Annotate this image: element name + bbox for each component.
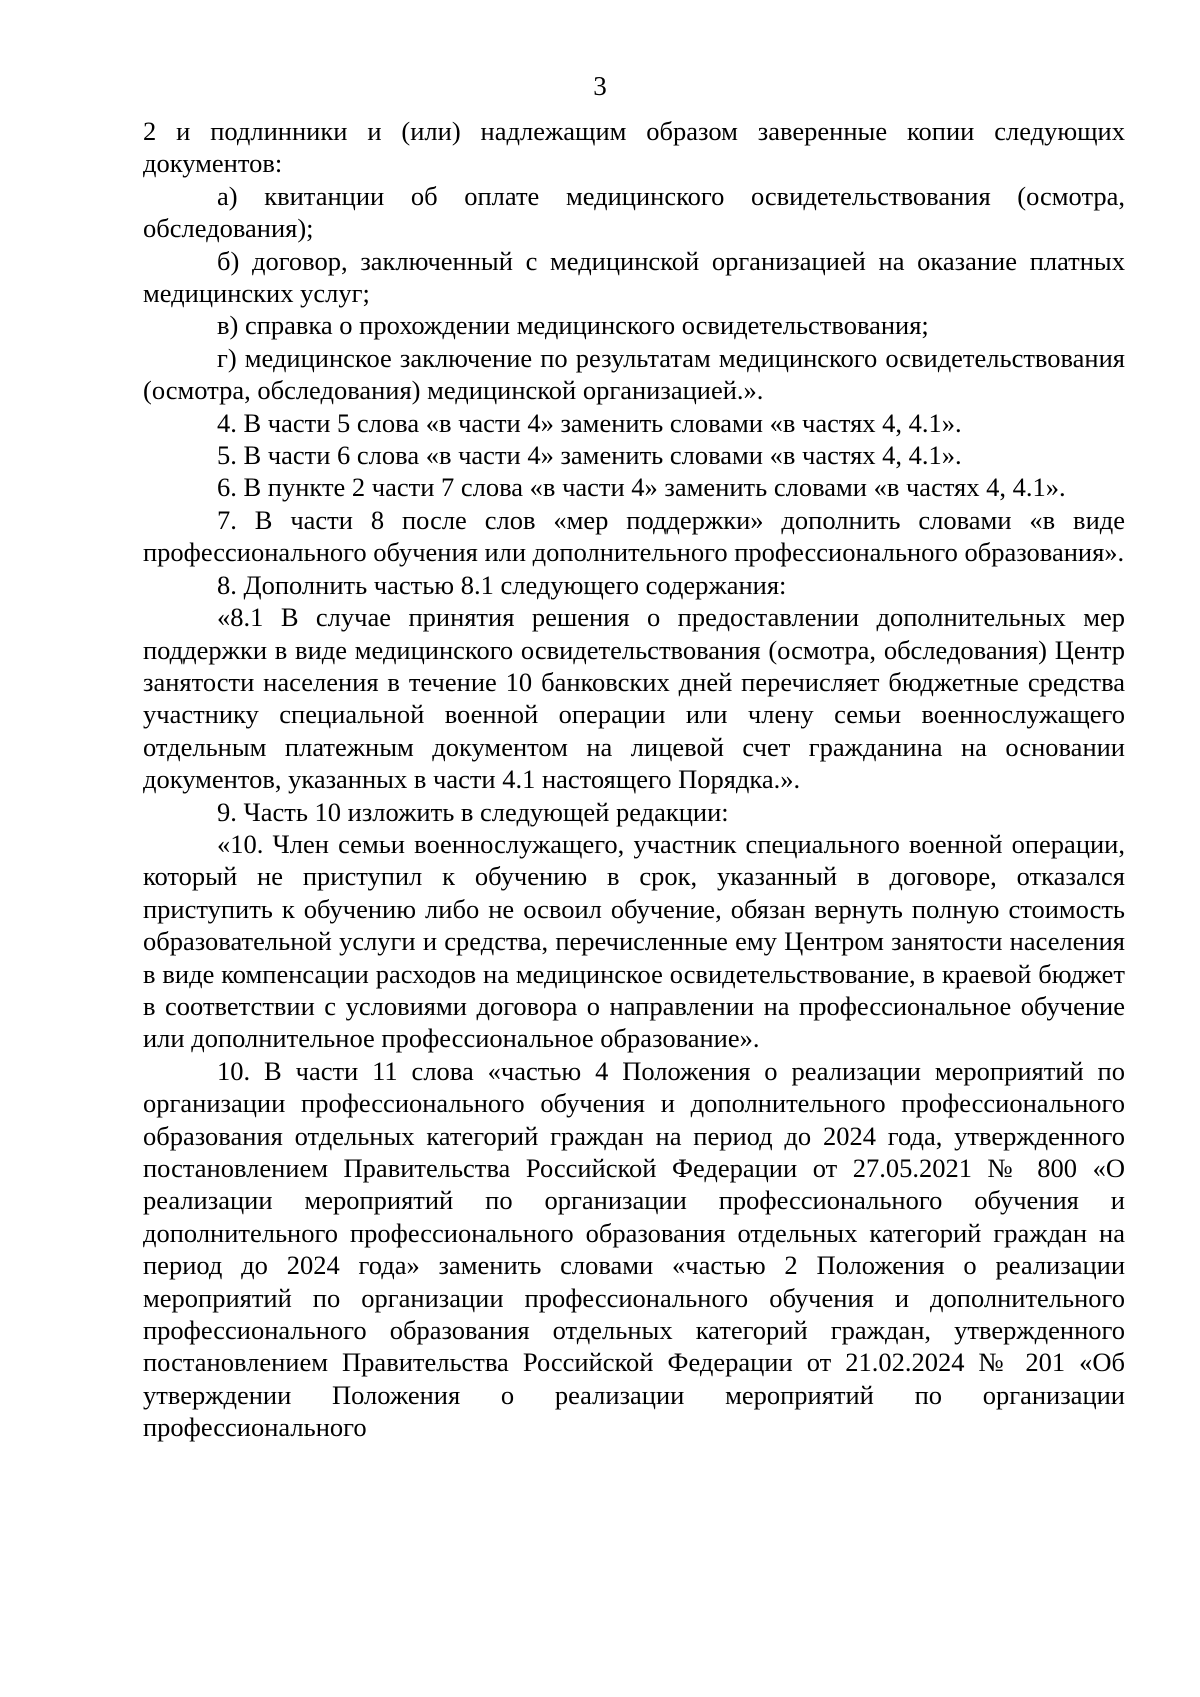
paragraph-8-1-quote: «8.1 В случае принятия решения о предоставлении дополнительных мер поддержки в виде медицинского освидетельствования (осмотра, обследования) Центр занятости населения в течение 10 банковских дней перечисляет бюджетные средства участнику специальной военной операции или члену семьи военнослужащего отдельным платежным документом на лицевой счет гражданина на основании документов, указанных в части 4.1 настоящего Порядка.». <box>143 602 1125 795</box>
paragraph-9: 9. Часть 10 изложить в следующей редакции: <box>217 796 729 827</box>
paragraph-item-g: г) медицинское заключение по результатам медицинского освидетельствования (осмотра, обследования) медицинской организацией.». <box>143 342 1125 406</box>
page-number: 3 <box>593 71 607 101</box>
paragraph-7: 7. В части 8 после слов «мер поддержки» дополнить словами «в виде профессионального обучения или дополнительного профессионального образования». <box>143 504 1125 568</box>
paragraph-item-b: б) договор, заключенный с медицинской организацией на оказание платных медицинских услуг; <box>143 245 1125 309</box>
paragraph-10-quote: «10. Член семьи военнослужащего, участник специального военной операции, который не приступил к обучению в срок, указанный в договоре, отказался приступить к обучению либо не освоил обучение, обязан вернуть полную стоимость образовательной услуги и средства, перечисленные ему Центром занятости населения в виде компенсации расходов на медицинское освидетельствование, в краевой бюджет в соответствии с условиями договора о направлении на профессиональное обучение или дополнительное профессиональное образование». <box>143 828 1125 1054</box>
paragraph-item-v: в) справка о прохождении медицинского освидетельствования; <box>217 310 929 341</box>
paragraph-5: 5. В части 6 слова «в части 4» заменить словами «в частях 4, 4.1». <box>217 440 962 471</box>
paragraph-documents-list: 2 и подлинники и (или) надлежащим образом заверенные копии следующих документов: <box>143 116 1125 179</box>
document-body <box>143 115 1125 1444</box>
paragraph-6: 6. В пункте 2 части 7 слова «в части 4» заменить словами «в частях 4, 4.1». <box>217 472 1066 503</box>
paragraph-item-a: а) квитанции об оплате медицинского освидетельствования (осмотра, обследования); <box>143 180 1125 244</box>
paragraph-8: 8. Дополнить частью 8.1 следующего содержания: <box>217 569 787 600</box>
paragraph-4: 4. В части 5 слова «в части 4» заменить словами «в частях 4, 4.1». <box>217 407 962 438</box>
paragraph-10: 10. В части 11 слова «частью 4 Положения о реализации мероприятий по организации профессионального обучения и дополнительного профессионального образования отдельных категорий граждан на период до 2024 года, утвержденного постановлением Правительства Российской Федерации от 27.05.2021 № 800 «О реализации мероприятий по организации профессионального обучения и дополнительного профессионального образования отдельных категорий граждан на период до 2024 года» заменить словами «частью 2 Положения о реализации мероприятий по организации профессионального обучения и дополнительного профессионального образования отдельных категорий граждан, утвержденного постановлением Правительства Российской Федерации от 21.02.2024 № 201 «Об утверждении Положения о реализации мероприятий по организации профессионального <box>143 1055 1125 1443</box>
